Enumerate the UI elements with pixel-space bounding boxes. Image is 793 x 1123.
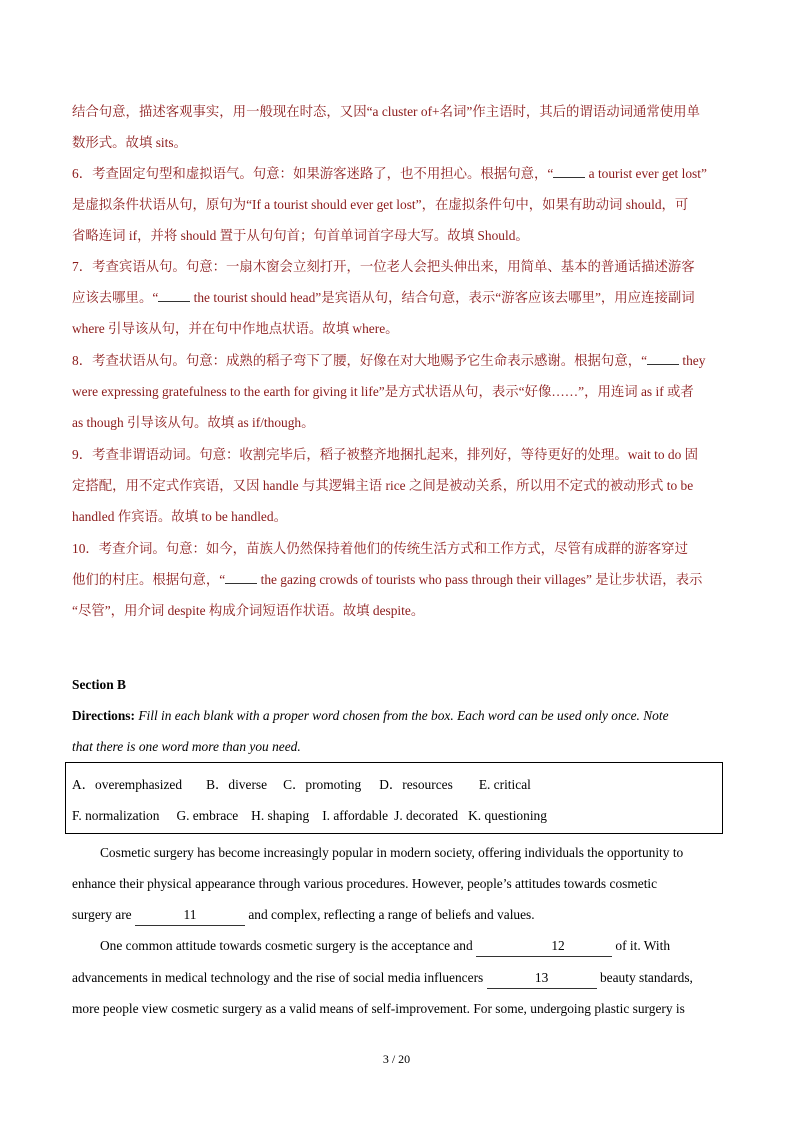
word-box-row xyxy=(72,775,531,795)
answer-text: 6．考查固定句型和虚拟语气。句意：如果游客迷路了，也不用担心。根据句意，“ xyxy=(72,166,554,181)
section-heading: Section B xyxy=(72,677,126,692)
word-option: H. shaping xyxy=(251,808,310,823)
answer-9: 9．考查非谓语动词。句意：收割完毕后，稻子被整齐地捆扎起来，排列好，等待更好的处理。wait to do 固 xyxy=(72,447,699,462)
word-option: D．resources xyxy=(379,777,453,792)
answer-line: 定搭配，用不定式作宾语，又因 handle 与其逻辑主语 rice 之间是被动关系，所以用不定式的被动形式 to be xyxy=(72,478,694,493)
passage-text: beauty standards, xyxy=(596,970,693,985)
answer-text: a tourist ever get lost” xyxy=(585,166,707,181)
word-option: J. decorated xyxy=(394,808,459,823)
passage-line xyxy=(72,936,724,957)
passage-line xyxy=(72,905,724,926)
answer-line: 数形式。故填 sits。 xyxy=(72,135,187,150)
directions xyxy=(72,706,724,726)
passage-line: more people view cosmetic surgery as a valid means of self-improvement. For some, undergoing plastic surgery is xyxy=(72,1001,685,1016)
word-option: E. critical xyxy=(478,777,531,792)
word-option: F. normalization xyxy=(72,808,160,823)
word-option: I. affordable xyxy=(322,808,389,823)
answer-text: the gazing crowds of tourists who pass through their villages” 是让步状语，表示 xyxy=(257,572,703,587)
answer-6 xyxy=(72,164,724,184)
answer-blank-12[interactable]: 12 xyxy=(476,936,612,957)
word-option: A．overemphasized xyxy=(72,777,183,792)
answer-blank-11[interactable]: 11 xyxy=(135,905,245,926)
passage-text: surgery are xyxy=(72,907,135,922)
passage-text: One common attitude towards cosmetic surgery is the acceptance and xyxy=(100,938,477,953)
directions-text: that there is one word more than you need. xyxy=(72,739,301,754)
answer-line xyxy=(72,570,724,590)
fill-blank xyxy=(553,164,585,178)
word-option: B．diverse xyxy=(206,777,268,792)
passage-text: of it. With xyxy=(612,938,671,953)
word-option: G. embrace xyxy=(176,808,239,823)
answer-text: 他们的村庄。根据句意，“ xyxy=(72,572,226,587)
passage-line: Cosmetic surgery has become increasingly popular in modern society, offering individuals the opportunity to xyxy=(100,845,684,860)
passage-text: and complex, reflecting a range of beliefs and values. xyxy=(244,907,535,922)
answer-text: 8．考查状语从句。句意：成熟的稻子弯下了腰，好像在对大地赐予它生命表示感谢。根据句意，“ xyxy=(72,353,648,368)
answer-line: 是虚拟条件状语从句，原句为“If a tourist should ever get lost”，在虚拟条件句中，如果有助动词 should，可 xyxy=(72,197,689,212)
answer-text: the tourist should head”是宾语从句，结合句意，表示“游客应该去哪里”，用应连接副词 xyxy=(190,290,695,305)
fill-blank xyxy=(647,351,679,365)
passage-line xyxy=(72,968,724,989)
passage-line: enhance their physical appearance through various procedures. However, people’s attitudes towards cosmetic xyxy=(72,876,658,891)
answer-line: were expressing gratefulness to the earth for giving it life”是方式状语从句，表示“好像……”，用连词 as if 或者 xyxy=(72,384,694,399)
answer-line: 省略连词 if，并将 should 置于从句句首；句首单词首字母大写。故填 Should。 xyxy=(72,228,529,243)
page-number: 3 / 20 xyxy=(382,1052,411,1066)
word-box xyxy=(65,762,723,834)
answer-line: as though 引导该从句。故填 as if/though。 xyxy=(72,415,315,430)
answer-line: handled 作宾语。故填 to be handled。 xyxy=(72,509,287,524)
word-box-row xyxy=(72,806,547,826)
fill-blank xyxy=(225,570,257,584)
answer-10: 10．考查介词。句意：如今，苗族人仍然保持着他们的传统生活方式和工作方式，尽管有成群的游客穿过 xyxy=(72,541,688,556)
answer-text: they xyxy=(679,353,706,368)
answer-line: where 引导该从句，并在句中作地点状语。故填 where。 xyxy=(72,321,399,336)
answer-line: 结合句意，描述客观事实，用一般现在时态，又因“a cluster of+名词”作主语时，其后的谓语动词通常使用单 xyxy=(72,104,700,119)
fill-blank xyxy=(158,288,190,302)
word-option: K. questioning xyxy=(468,808,547,823)
answer-text: 应该去哪里。“ xyxy=(72,290,159,305)
answer-line: “尽管”，用介词 despite 构成介词短语作状语。故填 despite。 xyxy=(72,603,425,618)
answer-line xyxy=(72,288,724,308)
directions-text: Fill in each blank with a proper word chosen from the box. Each word can be used only once. Note xyxy=(134,708,669,723)
directions-label: Directions: xyxy=(72,708,135,723)
answer-blank-13[interactable]: 13 xyxy=(487,968,597,989)
answer-8 xyxy=(72,351,724,371)
answer-7: 7．考查宾语从句。句意：一扇木窗会立刻打开，一位老人会把头伸出来，用简单、基本的普通话描述游客 xyxy=(72,259,695,274)
word-option: C．promoting xyxy=(283,777,362,792)
passage-text: advancements in medical technology and the rise of social media influencers xyxy=(72,970,487,985)
